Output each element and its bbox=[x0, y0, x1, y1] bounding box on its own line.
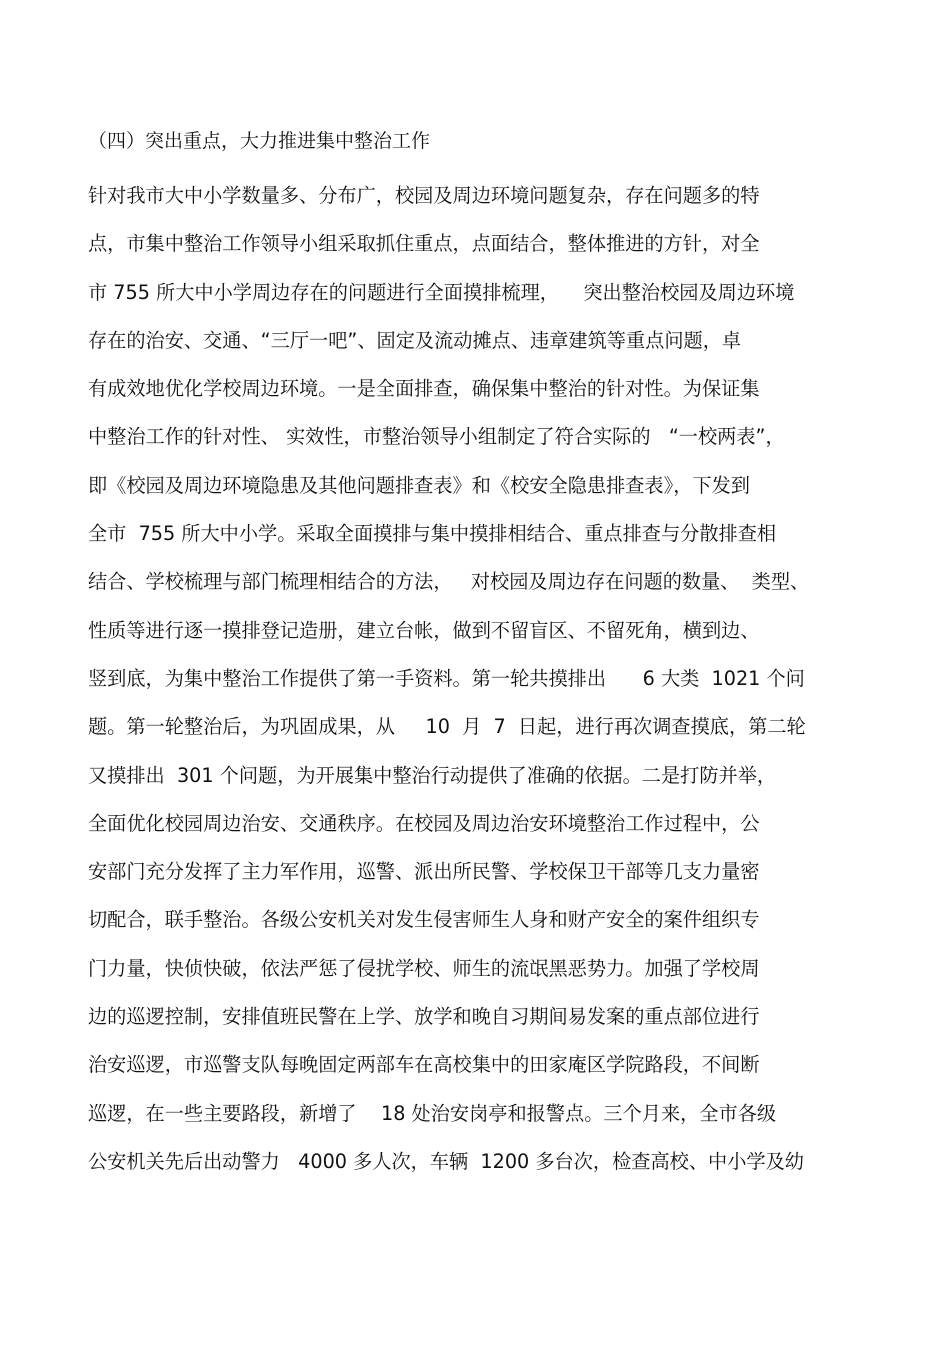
text-line: 巡逻，在一些主要路段，新增了 18 处治安岗亭和报警点。三个月来，全市各级 bbox=[88, 1101, 777, 1125]
text-line: 全市 755 所大中小学。采取全面摸排与集中摸排相结合、重点排查与分散排查相 bbox=[88, 522, 777, 546]
text-line: 全面优化校园周边治安、交通秩序。在校园及周边治安环境整治工作过程中，公 bbox=[88, 811, 760, 835]
text-line: 性质等进行逐一摸排登记造册，建立台帐，做到不留盲区、不留死角，横到边、 bbox=[88, 618, 760, 642]
text-line: 针对我市大中小学数量多、分布广，校园及周边环境问题复杂，存在问题多的特 bbox=[88, 184, 760, 207]
text-line: 点，市集中整治工作领导小组采取抓住重点，点面结合，整体推进的方针，对全 bbox=[88, 232, 760, 256]
text-line: 切配合，联手整治。各级公安机关对发生侵害师生人身和财产安全的案件组织专 bbox=[88, 908, 760, 932]
text-line: 公安机关先后出动警力 4000 多人次，车辆 1200 多台次，检查高校、中小学及幼 bbox=[88, 1149, 804, 1173]
text-line: 边的巡逻控制，安排值班民警在上学、放学和晚自习期间易发案的重点部位进行 bbox=[88, 1005, 760, 1029]
text-line: 中整治工作的针对性、 实效性，市整治领导小组制定了符合实际的 “一校两表”， bbox=[88, 425, 785, 449]
text-line: 即《校园及周边环境隐患及其他问题排查表》和《校安全隐患排查表》，下发到 bbox=[88, 473, 750, 497]
text-line: 结合、学校梳理与部门梳理相结合的方法， 对校园及周边存在问题的数量、 类型、 bbox=[88, 570, 810, 594]
section-heading: （四）突出重点，大力推进集中整治工作 bbox=[88, 130, 431, 152]
body-paragraph bbox=[88, 172, 878, 1186]
text-line: 竖到底，为集中整治工作提供了第一手资料。第一轮共摸排出 6 大类 1021 个问 bbox=[88, 666, 805, 690]
text-line: 安部门充分发挥了主力军作用，巡警、派出所民警、学校保卫干部等几支力量密 bbox=[88, 860, 760, 884]
text-line: 治安巡逻，市巡警支队每晚固定两部车在高校集中的田家庵区学院路段，不间断 bbox=[88, 1053, 760, 1077]
text-line: 存在的治安、交通、“三厅一吧”、固定及流动摊点、违章建筑等重点问题，卓 bbox=[88, 328, 742, 352]
text-line: 有成效地优化学校周边环境。一是全面排查，确保集中整治的针对性。为保证集 bbox=[88, 377, 760, 401]
text-line: 门力量，快侦快破，依法严惩了侵扰学校、师生的流氓黑恶势力。加强了学校周 bbox=[88, 956, 760, 980]
text-line: 题。第一轮整治后，为巩固成果，从 10 月 7 日起，进行再次调查摸底，第二轮 bbox=[88, 715, 806, 739]
text-line: 又摸排出 301 个问题，为开展集中整治行动提供了准确的依据。二是打防并举， bbox=[88, 763, 777, 787]
text-line: 市 755 所大中小学周边存在的问题进行全面摸排梳理， 突出整治校园及周边环境 bbox=[88, 280, 795, 304]
